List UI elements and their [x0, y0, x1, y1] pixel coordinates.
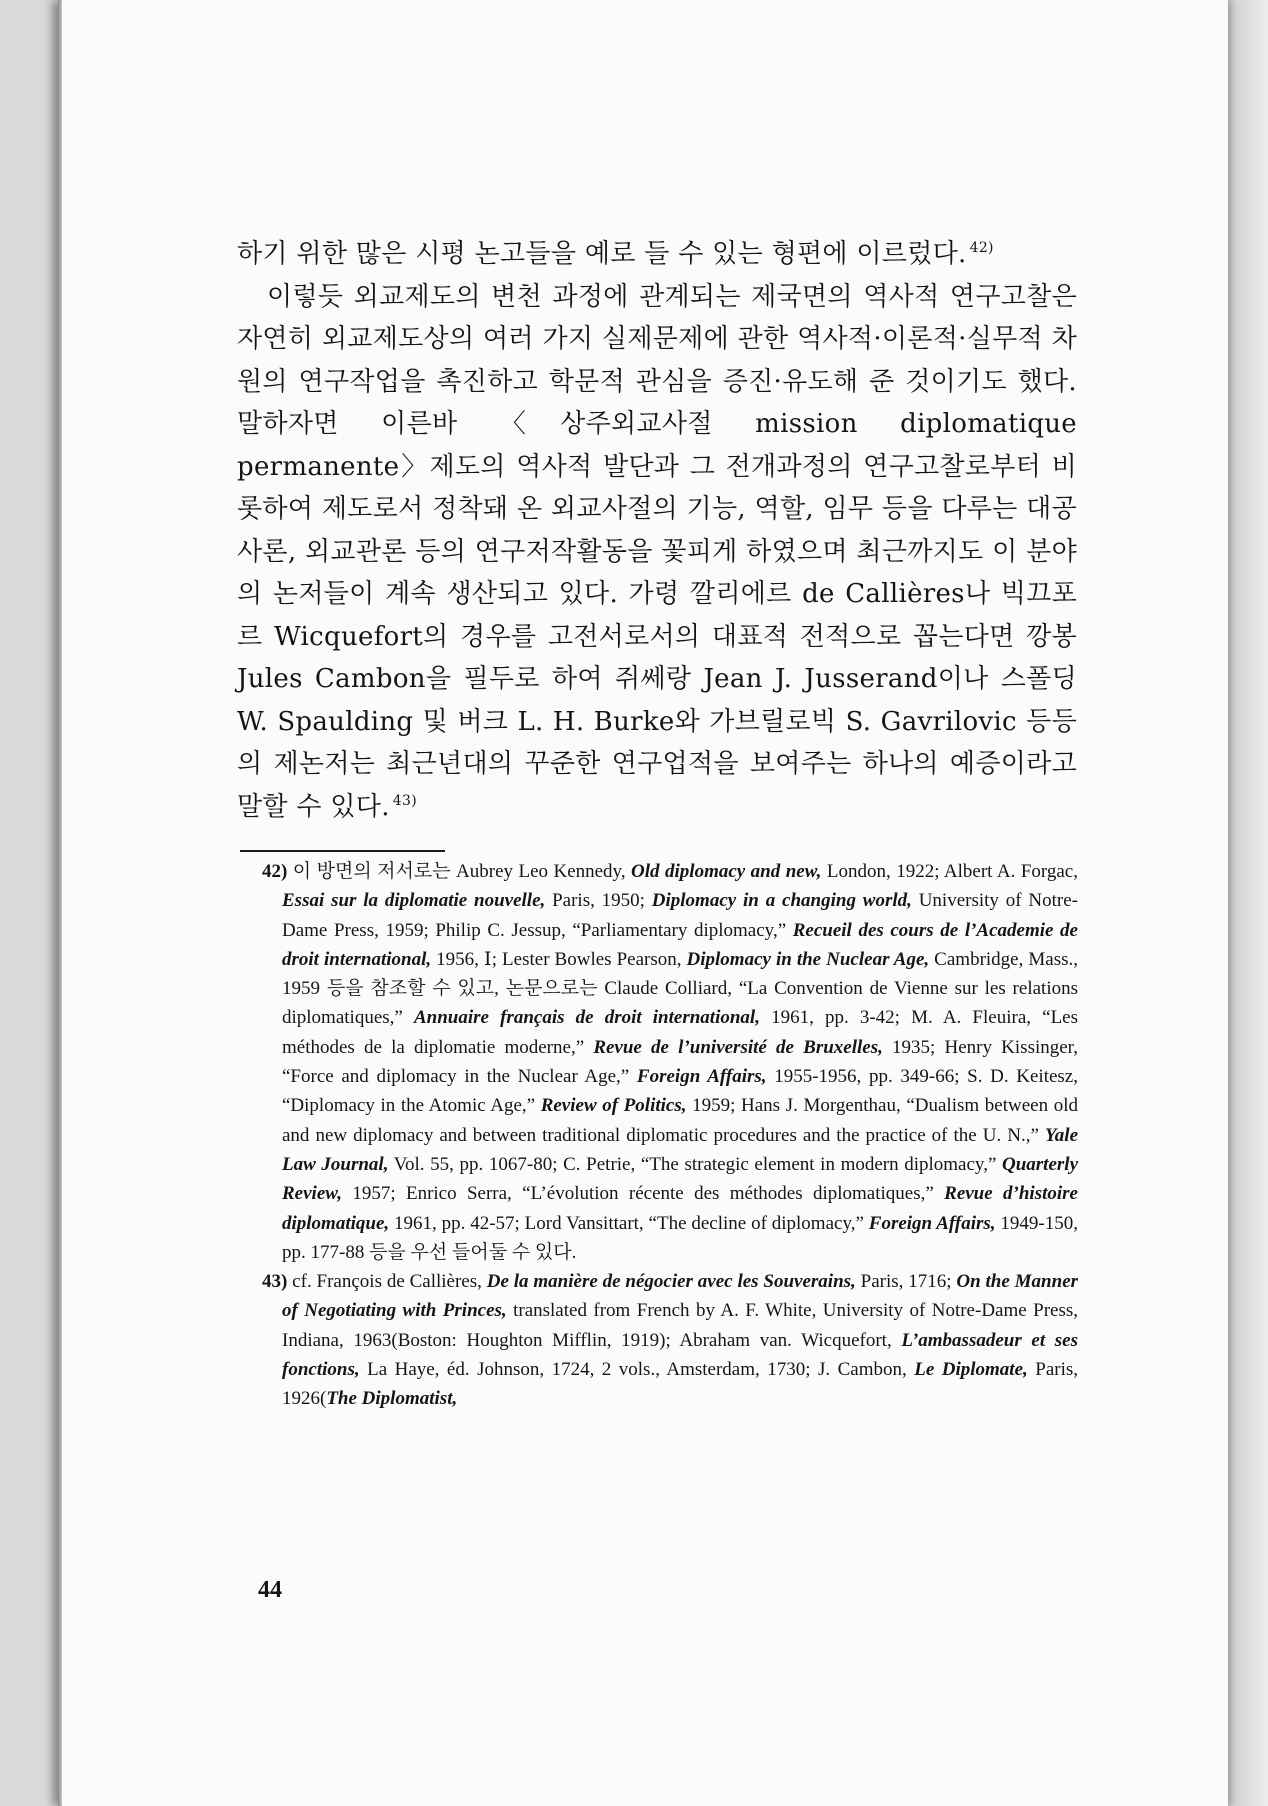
footnote-divider — [240, 850, 445, 852]
footnote-text: Cambridge, Mass., 1959 등을 참조할 수 있고, 논문으로는 Claude Colliard, “La Convention de Vienne sur les relations diplomatiques,” — [282, 948, 1078, 1029]
footnote-text: Paris, 1950; — [545, 890, 652, 912]
footnote-title: Diplomacy in the Nuclear Age, — [686, 948, 930, 970]
footnote-ref-43[interactable]: 43) — [392, 792, 417, 809]
footnote-text: translated from French by A. F. White, University of Notre-Dame Press, Indiana, 1963(Boston: Houghton Mifflin, 1919); Abraham van. Wicquefort, — [282, 1300, 1078, 1351]
footnote-number: 42) — [262, 861, 288, 882]
footnote-title: Essai sur la diplomatie nouvelle, — [282, 890, 546, 912]
main-text — [237, 233, 1077, 828]
footnote-text: 1955-1956, pp. 349-66; S. D. Keitesz, “Diplomacy in the Atomic Age,” — [282, 1066, 1078, 1117]
footnotes — [262, 857, 1078, 1414]
footnote-title: Yale Law Journal, — [282, 1124, 1078, 1175]
footnote-title: Review of Politics, — [540, 1095, 687, 1117]
footnote-title: Foreign Affairs, — [636, 1066, 767, 1088]
page-left-edge — [58, 0, 62, 1806]
page-number: 44 — [258, 1577, 282, 1603]
footnote-text: London, 1922; Albert A. Forgac, — [821, 861, 1078, 882]
footnote-text: 1935; Henry Kissinger, “Force and diplomacy in the Nuclear Age,” — [282, 1036, 1078, 1088]
paragraph-2 — [237, 276, 1077, 829]
paragraph-2-text: 이렇듯 외교제도의 변천 과정에 관계되는 제국면의 역사적 연구고찰은 자연히 외교제도상의 여러 가지 실제문제에 관한 역사적·이론적·실무적 차원의 연구작업을 촉진하고 학문적 관심을 증진·유도해 준 것이기도 했다. 말하자면 이른바 〈상주외교사절 mission diplomatique permanente〉제도의 역사적 발단과 그 전개과정의 연구고찰로부터 비롯하여 제도로서 정착돼 온 외교사절의 기능, 역할, 임무 등을 다루는 대공사론, 외교관론 등의 연구저작활동을 꽃피게 하였으며 최근까지도 이 분야의 논저들이 계속 생산되고 있다. 가령 깔리에르 de Callières나 빅끄포르 Wicquefort의 경우를 고전서로서의 대표적 전적으로 꼽는다면 깡봉 Jules Cambon을 필두로 하여 쥐쎄랑 Jean J. Jusserand이나 스폴딩 W. Spaulding 및 버크 L. H. Burke와 가브릴로빅 S. Gavrilovic 등등의 제논저는 최근년대의 꾸준한 연구업적을 보여주는 하나의 예증이라고 말할 수 있다. — [237, 281, 1077, 822]
footnote-text: La Haye, éd. Johnson, 1724, 2 vols., Amsterdam, 1730; J. Cambon, — [359, 1359, 915, 1381]
footnote-text: University of Notre-Dame Press, 1959; Philip C. Jessup, “Parliamentary diplomacy,” — [282, 890, 1078, 941]
footnote-title: De la manière de négocier avec les Souverains, — [486, 1271, 856, 1293]
footnote-text: 이 방면의 저서로는 Aubrey Leo Kennedy, — [287, 861, 632, 882]
footnote-title: Revue d’histoire diplomatique, — [282, 1183, 1078, 1234]
footnote-text: 1961, pp. 42-57; Lord Vansittart, “The decline of diplomacy,” — [389, 1212, 869, 1234]
footnote-text: 1956, Ⅰ; Lester Bowles Pearson, — [431, 948, 687, 970]
footnote-title: The Diplomatist, — [326, 1388, 458, 1410]
footnote-title: Diplomacy in a changing world, — [651, 890, 912, 912]
footnote-text: cf. François de Callières, — [287, 1271, 487, 1293]
footnote-title: L’ambassadeur et ses fonctions, — [282, 1329, 1079, 1381]
footnote-text: Paris, 1926( — [282, 1359, 1079, 1410]
footnote-text: 1959; Hans J. Morgenthau, “Dualism between old and new diplomacy and between traditional diplomatic procedures and the practice of the U. N.,” — [282, 1095, 1078, 1146]
footnote-text: 1961, pp. 3-42; M. A. Fleuira, “Les méthodes de la diplomatie moderne,” — [282, 1007, 1078, 1058]
footnote-title: Revue de l’université de Bruxelles, — [593, 1036, 883, 1058]
footnote-title: Annuaire français de droit international, — [413, 1007, 760, 1029]
footnote-42 — [262, 857, 1078, 1267]
footnote-number: 43) — [262, 1271, 288, 1293]
paragraph-1-text: 하기 위한 많은 시평 논고들을 예로 들 수 있는 형편에 이르렀다. — [237, 239, 967, 269]
footnote-ref-42[interactable]: 42) — [969, 240, 994, 257]
footnote-text: Vol. 55, pp. 1067-80; C. Petrie, “The strategic element in modern diplomacy,” — [388, 1153, 1002, 1175]
footnote-43 — [262, 1267, 1078, 1413]
footnote-title: Le Diplomate, — [914, 1359, 1028, 1381]
footnote-text: Paris, 1716; — [855, 1271, 957, 1293]
footnote-title: Foreign Affairs, — [868, 1212, 996, 1234]
footnote-text: 1949-150, pp. 177-88 등을 우선 들어둘 수 있다. — [282, 1212, 1078, 1263]
footnote-text: 1957; Enrico Serra, “L’évolution récente des méthodes diplomatiques,” — [341, 1183, 945, 1205]
footnote-title: On the Manner of Negotiating with Princes, — [282, 1271, 1079, 1322]
footnote-title: Quarterly Review, — [282, 1153, 1078, 1205]
paragraph-continued — [237, 233, 1077, 276]
adjacent-page-edge — [1228, 0, 1268, 1806]
footnote-title: Old diplomacy and new, — [631, 861, 822, 882]
footnote-title: Recueil des cours de l’Academie de droit international, — [282, 919, 1078, 970]
